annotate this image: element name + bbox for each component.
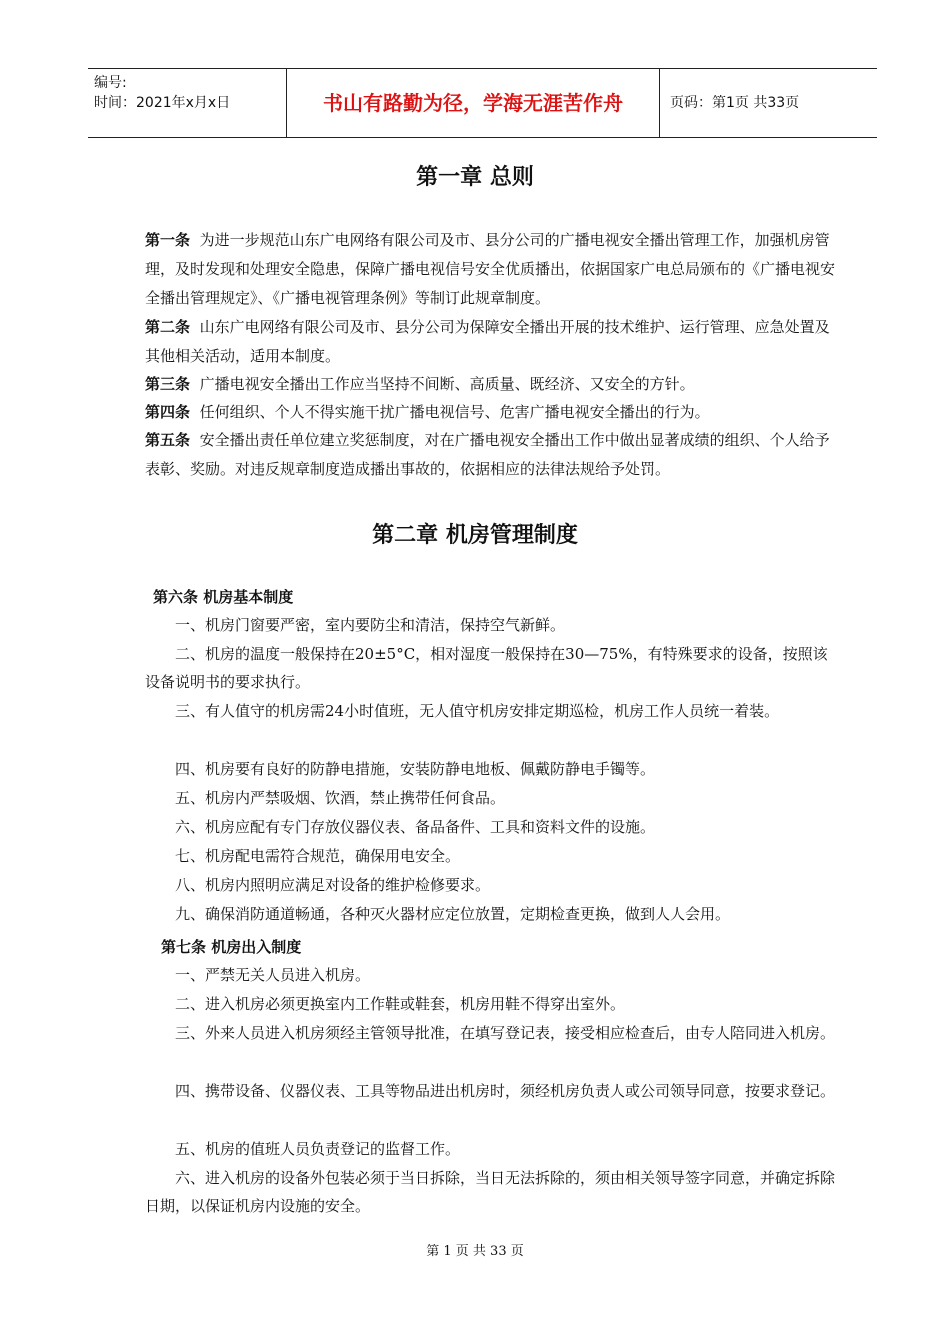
list-item: 二、进入机房必须更换室内工作鞋或鞋套，机房用鞋不得穿出室外。	[175, 995, 626, 1013]
list-item: 四、机房要有良好的防静电措施，安装防静电地板、佩戴防静电手镯等。	[175, 760, 656, 778]
section-6-title: 第六条 机房基本制度	[153, 588, 294, 606]
list-item: 七、机房配电需符合规范，确保用电安全。	[175, 847, 461, 865]
article-2: 第二条 山东广电网络有限公司及市、县分公司为保障安全播出开展的技术维护、运行管理、应急处置及其他相关活动，适用本制度。	[145, 318, 830, 365]
list-item: 九、确保消防通道畅通，各种灭火器材应定位放置，定期检查更换，做到人人会用。	[175, 905, 731, 923]
list-item: 一、机房门窗要严密，室内要防尘和清洁，保持空气新鲜。	[175, 616, 566, 634]
list-item: 二、机房的温度一般保持在20±5°C，相对湿度一般保持在30—75%，有特殊要求的设备，按照该设备说明书的要求执行。	[145, 645, 828, 691]
number-label: 编号:	[94, 75, 127, 91]
page-header	[88, 68, 877, 138]
list-item: 八、机房内照明应满足对设备的维护检修要求。	[175, 876, 491, 894]
list-item: 三、外来人员进入机房须经主管领导批准，在填写登记表，接受相应检查后，由专人陪同进入机房。	[175, 1024, 836, 1042]
header-motto: 书山有路勤为径，学海无涯苦作舟	[287, 69, 660, 137]
time-label: 时间：2021年x月x日	[94, 95, 231, 111]
list-item: 五、机房的值班人员负责登记的监督工作。	[175, 1140, 461, 1158]
list-item: 四、携带设备、仪器仪表、工具等物品进出机房时，须经机房负责人或公司领导同意，按要求登记。	[175, 1082, 836, 1100]
article-4: 第四条 任何组织、个人不得实施干扰广播电视信号、危害广播电视安全播出的行为。	[145, 403, 710, 421]
list-item: 六、机房应配有专门存放仪器仪表、备品备件、工具和资料文件的设施。	[175, 818, 656, 836]
chapter-1-title: 第一章 总则	[416, 165, 534, 190]
header-page-label: 页码：第1页 共33页	[670, 95, 800, 111]
chapter-2-title: 第二章 机房管理制度	[372, 523, 578, 548]
article-1: 第一条 为进一步规范山东广电网络有限公司及市、县分公司的广播电视安全播出管理工作，加强机房管理，及时发现和处理安全隐患，保障广播电视信号安全优质播出，依据国家广电总局颁布的《广播电视安全播出管理规定》、《广播电视管理条例》等制订此规章制度。	[145, 231, 836, 307]
article-3: 第三条 广播电视安全播出工作应当坚持不间断、高质量、既经济、又安全的方针。	[145, 375, 695, 393]
header-meta	[88, 69, 287, 137]
list-item: 六、进入机房的设备外包装必须于当日拆除，当日无法拆除的，须由相关领导签字同意，并确定拆除日期，以保证机房内设施的安全。	[145, 1169, 836, 1215]
section-7-title: 第七条 机房出入制度	[161, 938, 302, 956]
page-footer: 第 1 页 共 33 页	[426, 1244, 524, 1259]
list-item: 一、严禁无关人员进入机房。	[175, 966, 371, 984]
article-5: 第五条 安全播出责任单位建立奖惩制度，对在广播电视安全播出工作中做出显著成绩的组织、个人给予表彰、奖励。对违反规章制度造成播出事故的，依据相应的法律法规给予处罚。	[145, 431, 830, 478]
list-item: 五、机房内严禁吸烟、饮酒，禁止携带任何食品。	[175, 789, 506, 807]
list-item: 三、有人值守的机房需24小时值班，无人值守机房安排定期巡检，机房工作人员统一着装。	[175, 702, 780, 720]
